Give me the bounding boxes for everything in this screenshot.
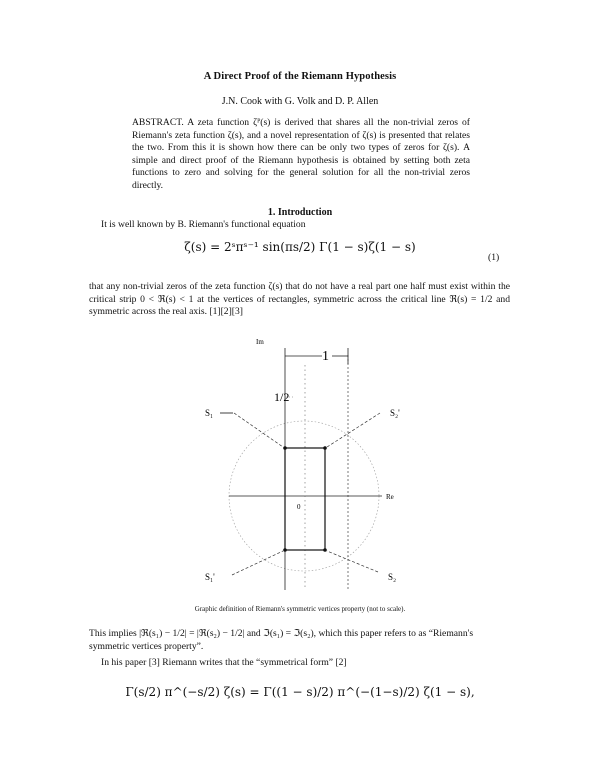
- section-heading: 1. Introduction: [267, 207, 333, 218]
- vertex-s1: [283, 446, 287, 450]
- label-s2: S₂: [388, 572, 397, 582]
- paragraph-implication: This implies |ℜ(s₁) − 1/2| = |ℜ(s₂) − 1/2| and ℑ(s₁) = ℑ(s₂), which this paper refers to as “Riemann's symmetric vertices property”.: [89, 628, 474, 652]
- vertex-s1-prime: [283, 548, 287, 552]
- equation-1: ζ(s) = 2ˢπˢ⁻¹ sin(πs/2) Γ(1 − s)ζ(1 − s): [184, 240, 416, 254]
- pointer-s1-prime: [232, 551, 283, 575]
- paper-title: A Direct Proof of the Riemann Hypothesis: [203, 71, 397, 82]
- label-one: 1: [322, 349, 329, 364]
- vertices-rectangle: [285, 448, 325, 550]
- figure-caption: Graphic definition of Riemann's symmetric vertices property (not to scale).: [194, 605, 406, 613]
- pointer-s1: [234, 413, 283, 447]
- label-zero: 0: [297, 503, 301, 511]
- pointer-s2: [327, 551, 378, 572]
- paragraph-riemann-form: In his paper [3] Riemann writes that the “symmetrical form” [2]: [101, 657, 347, 668]
- label-s1: S₁: [205, 408, 214, 418]
- intro-line: It is well known by B. Riemann's functional equation: [101, 219, 306, 230]
- vertex-s2-prime: [323, 446, 327, 450]
- label-re: Re: [386, 493, 394, 501]
- abstract: ABSTRACT. A zeta function ζᴾ(s) is derived that shares all the non-trivial zeros of Riemann's zeta function ζ(s), and a novel representation of ζ(s) is presented that relates the two. From this it is shown how there can be only two types of zeros for ζ(s). A simple and direct proof of the Riemann hypothesis is obtained by setting both zeta functions to zero and solving for the general solution for all the non-trivial zeros directly.: [132, 117, 470, 191]
- paper-authors: J.N. Cook with G. Volk and D. P. Allen: [221, 96, 379, 107]
- paragraph-critical-strip: that any non-trivial zeros of the zeta function ζ(s) that do not have a real part one half must exist within the critical strip 0 < ℜ(s) < 1 at the vertices of rectangles, symmetric across the critical line ℜ(s) = 1/2 and symmetric across the real axis. [1][2][3]: [89, 281, 510, 318]
- label-s2-prime: S₂': [390, 408, 400, 418]
- equation-2: Γ(s/2) π^(−s/2) ζ(s) = Γ((1 − s)/2) π^(−(1−s)/2) ζ(1 − s),: [125, 685, 475, 699]
- pointer-s2-prime: [327, 413, 380, 447]
- vertex-s2: [323, 548, 327, 552]
- label-s1-prime: S₁': [205, 572, 215, 582]
- label-half: 1/2: [274, 390, 290, 404]
- label-im: Im: [256, 338, 264, 346]
- equation-1-number: (1): [488, 252, 500, 263]
